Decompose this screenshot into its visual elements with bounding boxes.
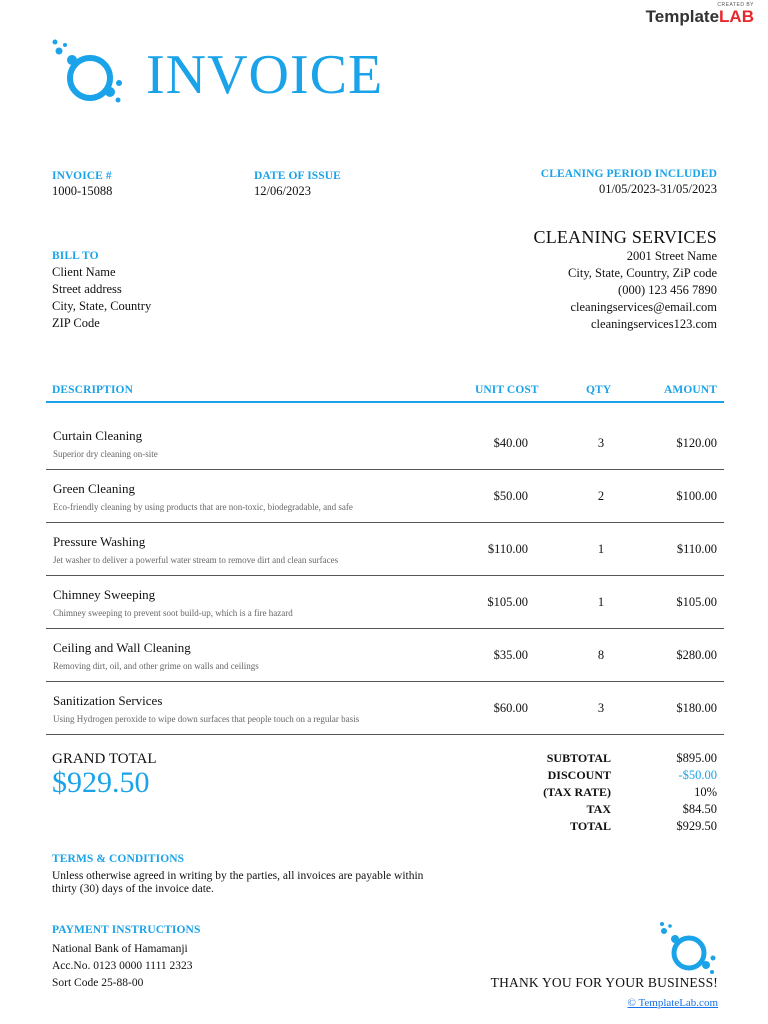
item-detail: Using Hydrogen peroxide to wipe down surfaces that people touch on a regular basis (53, 714, 360, 724)
company-line: City, State, Country, ZiP code (568, 266, 717, 280)
item-qty: 2 (597, 489, 605, 503)
item-qty: 1 (597, 542, 605, 556)
table-row (46, 681, 724, 735)
item-name: Curtain Cleaning (53, 428, 143, 443)
payment-line: National Bank of Hamamanji (52, 943, 188, 955)
item-name: Pressure Washing (53, 534, 146, 549)
bubbles-logo-icon (656, 921, 720, 977)
payment-line: Sort Code 25-88-00 (52, 977, 144, 989)
bill-to-line: ZIP Code (52, 316, 100, 330)
bill-to-line: Client Name (52, 265, 116, 279)
table-header-rule (46, 401, 724, 403)
summary-value: $84.50 (682, 802, 717, 816)
item-amount: $280.00 (676, 648, 717, 662)
item-name: Chimney Sweeping (53, 587, 156, 602)
summary-value: 10% (694, 785, 717, 799)
item-name: Ceiling and Wall Cleaning (53, 640, 191, 655)
bill-to-line: City, State, Country (52, 299, 152, 313)
date-of-issue-label: DATE OF ISSUE (254, 170, 341, 182)
payment-label: PAYMENT INSTRUCTIONS (52, 924, 201, 936)
cleaning-period-value: 01/05/2023-31/05/2023 (598, 182, 717, 196)
cleaning-period-label: CLEANING PERIOD INCLUDED (540, 168, 717, 180)
item-detail: Chimney sweeping to prevent soot build-up, which is a fire hazard (53, 608, 293, 618)
summary-row-total (517, 819, 717, 836)
company-line: cleaningservices123.com (591, 317, 717, 331)
invoice-number-block (52, 170, 112, 199)
payment-lines (52, 941, 193, 992)
summary-label: SUBTOTAL (546, 751, 611, 765)
bubbles-logo-icon (48, 38, 128, 106)
item-qty: 3 (597, 436, 605, 450)
item-unit-cost: $60.00 (493, 701, 528, 715)
date-of-issue-value: 12/06/2023 (254, 184, 311, 198)
thank-you-message: THANK YOU FOR YOUR BUSINESS! (490, 975, 718, 990)
templatelab-brand (646, 2, 754, 26)
item-detail: Jet washer to deliver a powerful water stream to remove dirt and clean surfaces (53, 555, 339, 565)
item-name: Green Cleaning (53, 481, 135, 496)
company-name: CLEANING SERVICES (533, 227, 717, 247)
summary-row-discount (517, 768, 717, 785)
company-block (534, 227, 717, 333)
bill-to-label: BILL TO (52, 250, 99, 262)
header-unit-cost: UNIT COST (475, 384, 539, 396)
header-qty: QTY (586, 384, 612, 396)
bill-to-block (52, 250, 151, 332)
item-qty: 3 (597, 701, 605, 715)
item-amount: $120.00 (676, 436, 717, 450)
item-name: Sanitization Services (53, 693, 163, 708)
summary-row-subtotal (517, 751, 717, 768)
cleaning-period-block (541, 168, 717, 197)
bill-to-line: Street address (52, 282, 122, 296)
table-row (46, 575, 724, 629)
item-detail: Superior dry cleaning on-site (53, 449, 158, 459)
brand-created-by: CREATED BY (717, 2, 754, 8)
item-amount: $180.00 (676, 701, 717, 715)
table-row (46, 628, 724, 682)
item-unit-cost: $110.00 (487, 542, 528, 556)
summary-label: TOTAL (570, 819, 611, 833)
terms-text: Unless otherwise agreed in writing by the parties, all invoices are payable within thirty (30) days of the invoice date. (52, 870, 424, 895)
summary-label: (TAX RATE) (543, 785, 611, 799)
item-qty: 8 (597, 648, 605, 662)
summary-row-tax (517, 802, 717, 819)
table-row (46, 522, 724, 576)
item-unit-cost: $50.00 (493, 489, 528, 503)
item-amount: $100.00 (676, 489, 717, 503)
grand-total-value: $929.50 (52, 766, 150, 799)
item-unit-cost: $40.00 (493, 436, 528, 450)
item-amount: $110.00 (676, 542, 717, 556)
terms-label: TERMS & CONDITIONS (52, 853, 185, 865)
item-qty: 1 (597, 595, 605, 609)
payment-line: Acc.No. 0123 0000 1111 2323 (52, 960, 193, 972)
item-unit-cost: $35.00 (493, 648, 528, 662)
item-amount: $105.00 (676, 595, 717, 609)
invoice-title: INVOICE (146, 44, 384, 106)
table-row (46, 469, 724, 523)
company-line: 2001 Street Name (626, 249, 717, 263)
table-header (52, 384, 717, 400)
company-line: cleaningservices@email.com (570, 300, 717, 314)
summary-value: $895.00 (676, 751, 717, 765)
date-of-issue-block (254, 170, 341, 199)
item-detail: Removing dirt, oil, and other grime on walls and ceilings (53, 661, 259, 671)
item-unit-cost: $105.00 (487, 595, 528, 609)
company-line: (000) 123 456 7890 (618, 283, 717, 297)
summary-label: DISCOUNT (547, 768, 611, 782)
templatelab-link[interactable]: © TemplateLab.com (627, 997, 718, 1009)
invoice-number-label: INVOICE # (52, 170, 112, 182)
summary-value-discount: -$50.00 (678, 768, 717, 782)
brand-name: TemplateLAB (645, 7, 754, 26)
header-description: DESCRIPTION (52, 384, 133, 396)
item-detail: Eco-friendly cleaning by using products that are non-toxic, biodegradable, and safe (53, 502, 353, 512)
summary-table (517, 751, 717, 836)
header-amount: AMOUNT (664, 384, 717, 396)
summary-row-tax-rate (517, 785, 717, 802)
summary-value: $929.50 (676, 819, 717, 833)
invoice-number-value: 1000-15088 (52, 184, 113, 198)
summary-label: TAX (586, 802, 611, 816)
table-row (46, 416, 724, 470)
grand-total-label: GRAND TOTAL (52, 751, 157, 767)
